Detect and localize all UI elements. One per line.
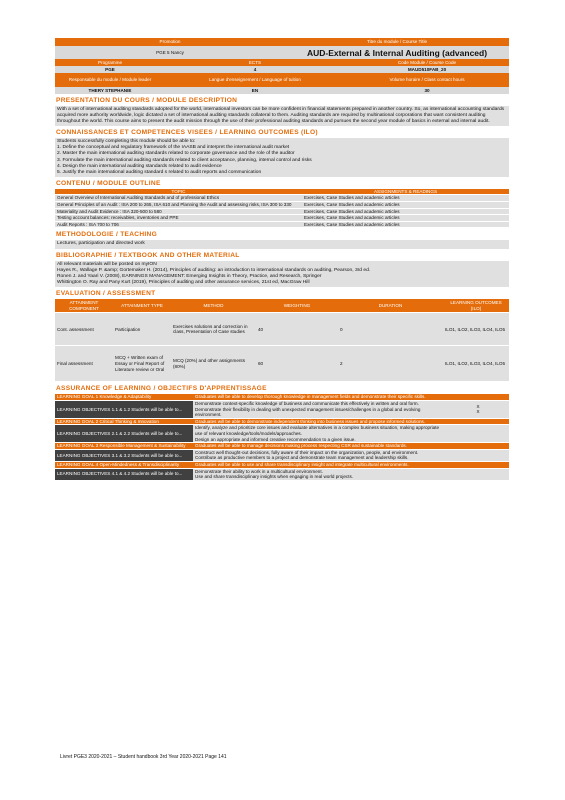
eval-col: LEARNING OUTCOMES (ILO) [443,299,509,313]
objective-label: LEARNING OBJECTIVES 2.1 & 2.2 Students will be able to... [55,425,193,443]
biblio-line: Whittington O. Ray and Pany Kurt (2019), Principles of auditing and other assurance services, 21st ed, MacGraw Hill [57,279,310,285]
topic-cell: Audit Reports : ISA 700 to 706 [55,221,302,228]
course-title: AUD-External & Internal Auditing (advanced) [306,47,488,58]
objective-line: Demonstrate their ability to work in a multicultural environment. [195,468,323,474]
table-row [55,346,509,382]
goal-description: Graduates will be able to manage decisions making process respecting CSR and sustainable standards. [193,443,509,450]
eval-col: WEIGHTING [256,299,338,313]
objective-marks [447,449,509,461]
mark: X [476,409,480,415]
content-table [55,189,509,229]
objective-line: Construct well thought-out decisions, fully aware of their impact on the organization, people, and environment. [195,449,419,455]
objective-lines [193,449,447,461]
goal-title: LEARNING GOAL 1 Knowledge & Adaptability [55,394,193,400]
biblio-box [55,261,509,287]
methodology-text: Lectures, participation and directed work [55,240,509,248]
eval-col: METHOD [171,299,256,313]
outcome-item: 3. Formulate the main international auditing standards related to client acceptance, planning, internal control and risks [57,157,312,163]
objective-line: Design an appropriate and informed creative recommendation to a given issue. [195,436,356,442]
eval-col: DURATION [338,299,443,313]
table-row [55,195,509,202]
eval-col: ATTAINMENT TYPE [113,299,171,313]
evaluation-heading: EVALUATION / ASSESSMENT [56,289,156,297]
eval-cell: 60 [256,346,338,382]
objective-line: Identify, analyze and prioritize core issues and evaluate alternatives in a complex business situation, making appropriate use of relevant knowledge/tools/models/approaches. [195,425,440,436]
assign-cell: Exercises, Case Studies and academic articles [302,221,509,228]
promotion-label: Promotion [159,39,181,44]
outcome-item: 5. Justify the main international auditing standard s related to audit reports and communication [57,169,262,175]
eval-cell: ILO1, ILO2, ILO3, ILO4, ILO5 [443,346,509,382]
methodology-heading: METHODOLOGIE / TEACHING [56,231,158,239]
table-row [55,215,509,222]
biblio-line: All relevant materials will be posted on myION [57,261,157,267]
biblio-line: Hayes R., Wallage P. &amp; Gortemaker H. (2014), Principles of auditing: an introduction to international standards on auditing, Pearson, 3rd ed. [57,267,371,273]
page-footer: Livret PGE3 2020-2021 – Student handbook 3rd Year 2020-2021 Page 141 [60,754,227,760]
objective-line: Contribute as productive members to a project and demonstrate team management and leadership skills. [195,455,409,461]
eval-col: ATTAINMENT COMPONENT [55,299,113,313]
topic-cell: General Overview of International Auditing Standards and of professional Ethics [55,195,302,202]
objective-line: Demonstrate context-specific knowledge of business and communicate this effectively in written and oral form. [195,400,419,406]
eval-cell: 40 [256,313,338,346]
langue-label: Langue d'enseignement / Language of tuition [209,77,301,82]
eval-cell: MCQ (20%) and other assignments (80%) [171,346,256,382]
objective-row [55,425,509,443]
topic-cell: Materiality and Audit Evidence : ISA 320-500 to 580 [55,208,302,215]
outcomes-intro: Students successfully completing this module should be able to: [57,139,196,145]
objective-label: LEARNING OBJECTIVES 4.1 & 4.2 Students will be able to... [55,468,193,480]
content-heading: CONTENU / MODULE OUTLINE [56,179,161,187]
eval-cell: 2 [338,346,443,382]
topic-cell: Testing account balances: receivables, inventories and PPE [55,215,302,222]
assurance-heading: ASSURANCE OF LEARNING / OBJECTIFS D'APPRENTISSAGE [56,385,267,393]
objective-lines [193,425,447,443]
goal-title: LEARNING GOAL 3 Responsible Management & Sustainability [55,443,193,450]
biblio-heading: BIBLIOGRAPHIE / TEXTBOOK AND OTHER MATERIAL [56,251,240,259]
objective-lines [193,468,447,480]
objective-row [55,468,509,480]
goal-row [55,443,509,450]
programme-value: PGE [105,66,115,72]
objective-marks [447,425,509,443]
course-sheet [55,38,509,481]
responsable-label: Responsable du module / Module leader [68,77,152,82]
objective-label: LEARNING OBJECTIVES 1.1 & 1.2 Students will be able to... [55,400,193,418]
responsable-value: THERY STEPHANIE [88,87,132,93]
eval-cell: Participation [113,313,171,346]
volume-label: Volume horaire / Class contact hours [389,77,465,82]
goal-description: Graduates will be able to use and share transdisciplinary insight and integrate multicultural environments. [193,461,509,468]
course-header-table [55,38,509,94]
presentation-heading: PRESENTATION DU COURS / MODULE DESCRIPTION [56,97,238,104]
eval-cell: Exercises solutions and correction in class, Presentation of Case studies [171,313,256,346]
goal-row [55,461,509,468]
eval-cell: Cont. assessment [55,313,113,346]
code-value: MAUD510FAB_20 [407,66,447,72]
assign-cell: Exercises, Case Studies and academic articles [302,208,509,215]
content-col-assign: ASSIGNMENTS & READINGS [302,189,509,195]
objective-label: LEARNING OBJECTIVES 3.1 & 3.2 Students will be able to... [55,449,193,461]
table-row [55,313,509,346]
goal-row [55,418,509,425]
eval-cell: 0 [338,313,443,346]
outcomes-box [55,138,509,177]
objective-marks [447,468,509,480]
objective-lines [193,400,447,418]
table-row [55,202,509,209]
eval-cell: MCQ + Written exam of Essay or Final Report of Literature review or Oral [113,346,171,382]
ects-label: ECTS [248,59,262,65]
assign-cell: Exercises, Case Studies and academic articles [302,195,509,202]
ects-value: 4 [253,66,257,72]
objective-line: Demonstrate their flexibility in dealing with unexpected management issues/challenges in a global and evolving environment. [195,406,421,418]
goal-title: LEARNING GOAL 2 Critical Thinking & Innovation [55,418,193,425]
goal-description: Graduates will be able to demonstrate independent thinking into business issues and propose informed solutions. [193,418,509,425]
title-label: Titre du module / Course Title [366,39,428,44]
mark: X [476,403,480,409]
promotion-value: PGE 5 Nancy [156,49,184,55]
evaluation-table [55,299,509,383]
outcome-item: 4. Design the main international auditing standards related to audit evidence [57,163,222,169]
code-label: Code Module / Course Code [397,59,457,65]
assurance-table [55,394,509,480]
biblio-line: Ronen J. and Yaari V. (2008), EARNINGS MANAGEMENT: Emerging Insights in Theory, Practice, and Research, Springer [57,273,322,279]
programme-label: Programme [98,59,122,65]
assign-cell: Exercises, Case Studies and academic articles [302,215,509,222]
outcomes-heading: CONNAISSANCES ET COMPETENCES VISEES / LEARNING OUTCOMES (ILO) [56,129,318,137]
objective-line: Use and share transdisciplinary insights when engaging in real world projects. [195,474,354,480]
objective-marks [447,400,509,418]
objective-row [55,449,509,461]
goal-description: Graduates will be able to develop thorough knowledge in management fields and demonstrate their specific skills. [193,394,509,400]
volume-value: 30 [424,87,430,93]
objective-row [55,400,509,418]
table-row [55,208,509,215]
topic-cell: General Principles of an Audit : ISA 200 to 265, ISA 610 and Planning the Audit and assessing risks, ISA 300 to 330 [55,202,302,209]
goal-title: LEARNING GOAL 4 Open-Mindedness & Transdisciplinarity [55,461,193,468]
assign-cell: Exercises, Case Studies and academic articles [302,202,509,209]
langue-value: EN [251,87,259,93]
eval-cell: Final assessment [55,346,113,382]
presentation-text: With a set of international auditing standards adopted for the world, international investors can be more confident in financial statements prepared in another country. So, as international accounting standards acquired more authority worldwide, logic dictated a set of international auditing standards collateral to them. Auditing standards are required by multinational corporations that want consistent auditing throughout the world. This course aims to present the audit mission through the use of their professional auditing standards and pursues the second year module of basics in external and internal audit. [55,106,509,126]
outcome-item: 2. Master the main international auditing standards related to corporate governance and the role of the auditor [57,151,295,157]
eval-cell: ILO1, ILO2, ILO3, ILO4, ILO5 [443,313,509,346]
content-col-topic: TOPIC [55,189,302,195]
table-row [55,221,509,228]
outcome-item: 1. Define the conceptual and regulatory framework of the IAASB and interpret the international audit market [57,145,290,151]
